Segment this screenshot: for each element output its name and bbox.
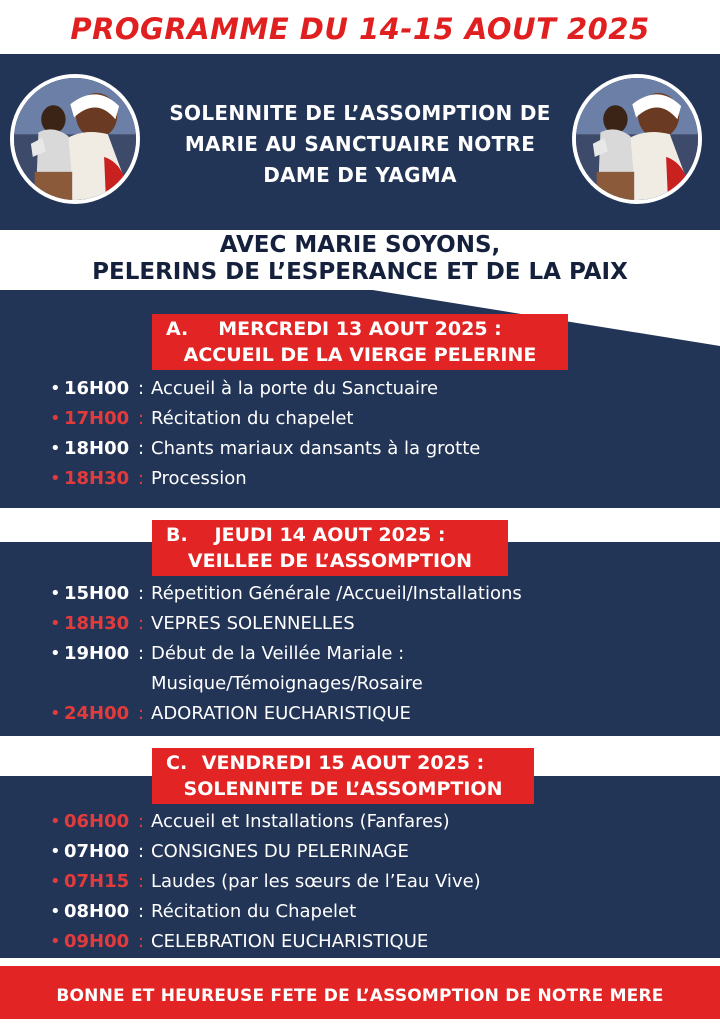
motto-line: PELERINS DE L’ESPERANCE ET DE LA PAIX [92, 259, 628, 285]
colon: : [138, 378, 145, 399]
colon: : [138, 643, 145, 664]
colon: : [138, 408, 145, 429]
section-b-heading [152, 520, 508, 576]
activity: CELEBRATION EUCHARISTIQUE [151, 931, 429, 952]
colon: : [138, 811, 145, 832]
time: 18H30 [64, 613, 130, 634]
bullet: • [50, 438, 61, 459]
section-date: MERCREDI 13 AOUT 2025 : [218, 318, 502, 340]
activity: VEPRES SOLENNELLES [151, 613, 355, 634]
subtitle-line: DAME DE YAGMA [263, 163, 457, 187]
bullet: • [50, 378, 61, 399]
event-subtitle [150, 98, 570, 191]
bullet: • [50, 468, 61, 489]
statue-illustration-left [14, 78, 136, 200]
colon: : [138, 841, 145, 862]
bullet: • [50, 583, 61, 604]
motto [0, 232, 720, 286]
section-letter: A. [166, 318, 189, 340]
section-letter: C. [166, 752, 188, 774]
activity: Début de la Veillée Mariale : [151, 643, 405, 664]
time: 08H00 [64, 901, 130, 922]
time: 17H00 [64, 408, 130, 429]
colon: : [138, 613, 145, 634]
time: 07H00 [64, 841, 130, 862]
footer-greeting: BONNE ET HEUREUSE FETE DE L’ASSOMPTION DE NOTRE MERE [0, 966, 720, 1019]
bullet: • [50, 841, 61, 862]
section-title: VEILLEE DE L’ASSOMPTION [187, 550, 473, 572]
colon: : [138, 931, 145, 952]
section-c-heading [152, 748, 534, 804]
activity: Répetition Générale /Accueil/Installations [151, 583, 522, 604]
colon: : [138, 438, 145, 459]
bullet: • [50, 871, 61, 892]
virgin-statue-photo-left [10, 74, 140, 204]
section-a-heading [152, 314, 568, 370]
colon: : [138, 468, 145, 489]
page-title: PROGRAMME DU 14-15 AOUT 2025 [70, 12, 650, 46]
section-title: SOLENNITE DE L’ASSOMPTION [183, 778, 503, 800]
activity: Laudes (par les sœurs de l’Eau Vive) [151, 871, 481, 892]
bullet: • [50, 931, 61, 952]
bullet: • [50, 643, 61, 664]
time: 19H00 [64, 643, 130, 664]
time: 18H00 [64, 438, 130, 459]
activity: Accueil à la porte du Sanctuaire [151, 378, 439, 399]
activity: ADORATION EUCHARISTIQUE [151, 703, 411, 724]
activity: Procession [151, 468, 247, 489]
time: 07H15 [64, 871, 130, 892]
bullet: • [50, 901, 61, 922]
bullet: • [50, 408, 61, 429]
colon: : [138, 583, 145, 604]
time: 18H30 [64, 468, 130, 489]
section-letter: B. [166, 524, 188, 546]
activity: Accueil et Installations (Fanfares) [151, 811, 450, 832]
colon: : [138, 871, 145, 892]
time: 15H00 [64, 583, 130, 604]
activity: Récitation du chapelet [151, 408, 354, 429]
colon: : [138, 703, 145, 724]
bullet: • [50, 703, 61, 724]
section-title: ACCUEIL DE LA VIERGE PELERINE [183, 344, 537, 366]
subtitle-line: MARIE AU SANCTUAIRE NOTRE [184, 132, 536, 156]
activity-continuation: Musique/Témoignages/Rosaire [151, 673, 423, 694]
colon: : [138, 901, 145, 922]
activity: CONSIGNES DU PELERINAGE [151, 841, 409, 862]
subtitle-line: SOLENNITE DE L’ASSOMPTION DE [169, 101, 551, 125]
activity: Récitation du Chapelet [151, 901, 357, 922]
bullet: • [50, 811, 61, 832]
bullet: • [50, 613, 61, 634]
time: 16H00 [64, 378, 130, 399]
section-date: VENDREDI 15 AOUT 2025 : [201, 752, 485, 774]
activity: Chants mariaux dansants à la grotte [151, 438, 481, 459]
time: 06H00 [64, 811, 130, 832]
time: 24H00 [64, 703, 130, 724]
section-date: JEUDI 14 AOUT 2025 : [214, 524, 446, 546]
statue-illustration-right [576, 78, 698, 200]
virgin-statue-photo-right [572, 74, 702, 204]
time: 09H00 [64, 931, 130, 952]
motto-line: AVEC MARIE SOYONS, [219, 232, 501, 258]
